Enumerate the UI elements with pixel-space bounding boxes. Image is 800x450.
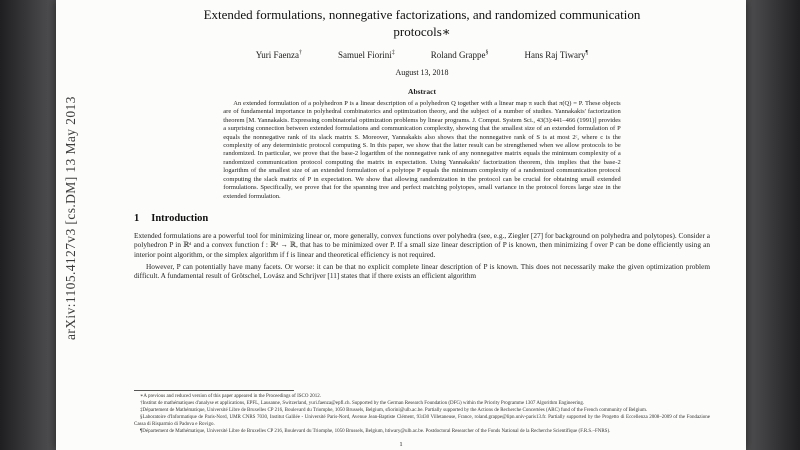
footnotes-section <box>134 390 710 437</box>
footnote: §Laboratoire d'Informatique de Paris-Nord, UMR CNRS 7030, Institut Galilée - Université Paris-Nord, Avenue Jean-Baptiste Clément, 93430 Villetaneuse, France, roland.grappe@lipn.univ-paris13.fr. Partially supported by the Progetto di Eccellenza 2008–2009 of the Fondazione Cassa di Risparmio di Padova e Rovigo. <box>134 415 710 427</box>
footnote: ∗A previous and reduced version of this paper appeared in the Proceedings of ISCO 2012. <box>140 393 321 399</box>
author <box>256 50 302 60</box>
author-name: Yuri Faenza <box>255 49 299 60</box>
author-footnote-mark: § <box>485 49 489 56</box>
footnote: †Institut de mathématiques d'analyse et applications, EPFL, Lausanne, Switzerland, yuri.faenza@epfl.ch. Supported by the German Research Foundation (DFG) within the Priority Programme 1307 Algorithm Engineering. <box>140 400 585 406</box>
paper-date: August 13, 2018 <box>395 67 449 77</box>
abstract-text: An extended formulation of a polyhedron P is a linear description of a polyhedron Q together with a linear map π such that π(Q) = P. These objects are of fundamental importance in polyhedral combinatorics and optimization theory, and the subject of a number of studies. Yannakakis' factorization theorem [M. Yannakakis. Expressing combinatorial optimization problems by linear programs. J. Comput. System Sci., 43(3):441–466 (1991)] provides a surprising connection between extended formulations and communication complexity, showing that the smallest size of an extended formulation of P equals the nonnegative rank of its slack matrix S. Moreover, Yannakakis also shows that the nonnegative rank of S is at most 2ᶜ, where c is the complexity of any deterministic protocol computing S. In this paper, we show that the latter result can be strengthened when we allow protocols to be randomized. In particular, we prove that the base-2 logarithm of the nonnegative rank of any nonnegative matrix equals the minimum complexity of a randomized communication protocol computing the matrix in expectation. Using Yannakakis' factorization theorem, this implies that the base-2 logarithm of the smallest size of an extended formulation of a polytope P equals the minimum complexity of a randomized communication protocol computing the slack matrix of P in expectation. We show that allowing randomization in the protocol can be crucial for obtaining small extended formulations. Specifically, we prove that for the spanning tree and perfect matching polytopes, small variance in the protocol forces large size in the extended formulation. <box>223 99 621 200</box>
author-footnote-mark: ‡ <box>391 49 395 56</box>
intro-paragraph: Extended formulations are a powerful tool for minimizing linear or, more generally, convex functions over polyhedra (see, e.g., Ziegler [27] for background on polyhedra and polytopes). Consider a polyhedron P in ℝᵈ and a convex function f : ℝᵈ → ℝ, that has to be minimized over P. If a small size linear description of P is known, then minimizing f over P can be done efficiently using an interior point algorithm, or the simplex algorithm if f is linear and theoretical efficiency is not required. <box>134 231 710 259</box>
footnote-rule <box>134 390 294 391</box>
author-footnote-mark: † <box>299 49 302 56</box>
arxiv-watermark: arXiv:1105.4127v3 [cs.DM] 13 May 2013 <box>63 96 78 340</box>
author <box>431 50 489 60</box>
author <box>338 50 395 60</box>
paper-page <box>56 0 746 450</box>
intro-paragraph: However, P can potentially have many facets. Or worse: it can be that no explicit complete linear description of P is known. This does not necessarily make the given optimization problem difficult. A fundamental result of Grötschel, Lovász and Schrijver [11] states that if there exists an efficient algorithm <box>134 262 710 281</box>
author-name: Samuel Fiorini <box>338 49 392 60</box>
author-row <box>134 50 710 60</box>
author-name: Hans Raj Tiwary <box>524 49 586 60</box>
footnote: ‡Département de Mathématique, Université Libre de Bruxelles CP 216, Boulevard du Triomphe, 1050 Brussels, Belgium, sfiorini@ulb.ac.be. Partially supported by the Actions de Recherche Concertées (ARC) fund of the French community of Belgium. <box>140 408 648 413</box>
author-footnote-mark: ¶ <box>585 49 589 56</box>
author <box>524 50 588 60</box>
section-title: Introduction <box>151 213 209 225</box>
section-heading <box>134 213 710 224</box>
page-number: 1 <box>399 441 403 448</box>
section-number: 1 <box>134 213 140 225</box>
footnote: ¶Département de Mathématique, Université Libre de Bruxelles CP 216, Boulevard du Triomphe, 1050 Brussels, Belgium, htiwary@ulb.ac.be. Postdoctoral Researcher of the Fonds National de la Recherche Scientifique (F.R.S.–FNRS). <box>140 428 611 434</box>
abstract-section <box>223 87 620 201</box>
paper-title: Extended formulations, nonnegative factorizations, and randomized communication protocols∗ <box>203 7 641 39</box>
author-name: Roland Grappe <box>430 49 486 60</box>
abstract-heading: Abstract <box>408 86 436 96</box>
page-content <box>56 0 746 450</box>
